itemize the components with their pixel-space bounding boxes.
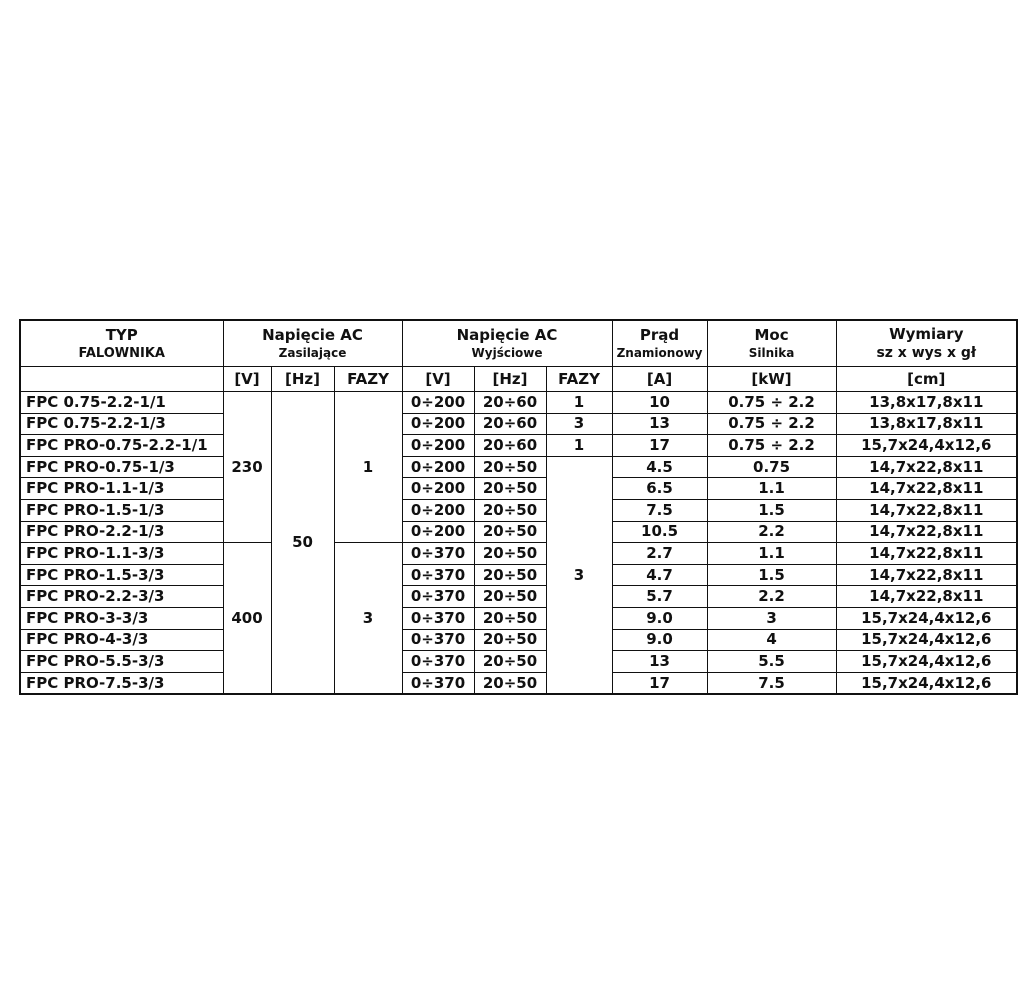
unit-current: [A] xyxy=(612,367,707,392)
cell-dim: 14,7x22,8x11 xyxy=(836,564,1017,586)
unit-out-fazy: FAZY xyxy=(546,367,612,392)
header-dimensions-title: Wymiary xyxy=(889,325,964,343)
header-dimensions xyxy=(836,320,1017,367)
cell-current: 13 xyxy=(612,651,707,673)
header-input-voltage-subtitle: Zasilające xyxy=(278,346,347,360)
table-row xyxy=(20,413,1017,435)
cell-current: 9.0 xyxy=(612,607,707,629)
cell-current: 6.5 xyxy=(612,478,707,500)
cell-current: 7.5 xyxy=(612,499,707,521)
cell-out-v: 0÷370 xyxy=(402,607,474,629)
cell-typ: FPC PRO-7.5-3/3 xyxy=(20,672,223,694)
table-row xyxy=(20,392,1017,414)
cell-out-hz: 20÷50 xyxy=(474,478,546,500)
cell-power: 0.75 xyxy=(707,456,836,478)
header-current xyxy=(612,320,707,367)
unit-out-hz: [Hz] xyxy=(474,367,546,392)
cell-out-hz: 20÷50 xyxy=(474,521,546,543)
cell-current: 4.7 xyxy=(612,564,707,586)
table-row xyxy=(20,499,1017,521)
cell-out-fazy-3-group: 3 xyxy=(546,456,612,694)
cell-out-hz: 20÷60 xyxy=(474,392,546,414)
cell-out-v: 0÷200 xyxy=(402,521,474,543)
cell-dim: 14,7x22,8x11 xyxy=(836,478,1017,500)
cell-dim: 15,7x24,4x12,6 xyxy=(836,629,1017,651)
header-current-subtitle: Znamionowy xyxy=(616,346,703,360)
cell-dim: 13,8x17,8x11 xyxy=(836,392,1017,414)
cell-out-hz: 20÷50 xyxy=(474,456,546,478)
cell-power: 0.75 ÷ 2.2 xyxy=(707,392,836,414)
cell-typ: FPC PRO-4-3/3 xyxy=(20,629,223,651)
cell-out-hz: 20÷60 xyxy=(474,435,546,457)
table-row xyxy=(20,521,1017,543)
table-row xyxy=(20,456,1017,478)
cell-out-fazy: 1 xyxy=(546,392,612,414)
cell-in-fazy-3: 3 xyxy=(334,543,402,695)
table-row xyxy=(20,651,1017,673)
cell-out-v: 0÷200 xyxy=(402,478,474,500)
unit-out-v: [V] xyxy=(402,367,474,392)
cell-typ: FPC PRO-2.2-3/3 xyxy=(20,586,223,608)
cell-typ: FPC PRO-1.5-3/3 xyxy=(20,564,223,586)
cell-out-v: 0÷200 xyxy=(402,413,474,435)
cell-out-hz: 20÷50 xyxy=(474,607,546,629)
table-row xyxy=(20,607,1017,629)
cell-out-v: 0÷370 xyxy=(402,564,474,586)
cell-dim: 14,7x22,8x11 xyxy=(836,543,1017,565)
cell-power: 7.5 xyxy=(707,672,836,694)
cell-out-fazy: 3 xyxy=(546,413,612,435)
cell-current: 10.5 xyxy=(612,521,707,543)
cell-dim: 14,7x22,8x11 xyxy=(836,586,1017,608)
cell-typ: FPC PRO-1.1-1/3 xyxy=(20,478,223,500)
cell-in-v-400: 400 xyxy=(223,543,271,695)
cell-current: 2.7 xyxy=(612,543,707,565)
cell-dim: 15,7x24,4x12,6 xyxy=(836,607,1017,629)
cell-out-hz: 20÷50 xyxy=(474,629,546,651)
inverter-spec-table xyxy=(19,319,1018,695)
unit-in-v: [V] xyxy=(223,367,271,392)
cell-out-v: 0÷370 xyxy=(402,672,474,694)
cell-out-v: 0÷200 xyxy=(402,499,474,521)
cell-out-hz: 20÷50 xyxy=(474,672,546,694)
cell-typ: FPC 0.75-2.2-1/1 xyxy=(20,392,223,414)
cell-typ: FPC PRO-1.1-3/3 xyxy=(20,543,223,565)
unit-in-fazy: FAZY xyxy=(334,367,402,392)
table-row xyxy=(20,478,1017,500)
cell-power: 2.2 xyxy=(707,521,836,543)
cell-typ: FPC PRO-0.75-1/3 xyxy=(20,456,223,478)
cell-power: 3 xyxy=(707,607,836,629)
table-row xyxy=(20,564,1017,586)
header-row-titles xyxy=(20,320,1017,367)
table-row xyxy=(20,586,1017,608)
cell-out-v: 0÷200 xyxy=(402,435,474,457)
cell-power: 1.1 xyxy=(707,543,836,565)
header-typ-title: TYP xyxy=(105,325,138,344)
cell-current: 17 xyxy=(612,435,707,457)
cell-typ: FPC 0.75-2.2-1/3 xyxy=(20,413,223,435)
cell-dim: 15,7x24,4x12,6 xyxy=(836,435,1017,457)
header-input-voltage-title: Napięcie AC xyxy=(262,326,363,344)
cell-in-hz-50: 50 xyxy=(271,392,334,695)
cell-out-hz: 20÷50 xyxy=(474,543,546,565)
cell-power: 1.1 xyxy=(707,478,836,500)
cell-in-v-230: 230 xyxy=(223,392,271,543)
cell-out-v: 0÷200 xyxy=(402,456,474,478)
cell-power: 0.75 ÷ 2.2 xyxy=(707,435,836,457)
table-row xyxy=(20,629,1017,651)
cell-typ: FPC PRO-2.2-1/3 xyxy=(20,521,223,543)
cell-current: 4.5 xyxy=(612,456,707,478)
cell-dim: 14,7x22,8x11 xyxy=(836,521,1017,543)
cell-dim: 14,7x22,8x11 xyxy=(836,499,1017,521)
cell-out-hz: 20÷50 xyxy=(474,564,546,586)
cell-out-v: 0÷370 xyxy=(402,586,474,608)
cell-out-hz: 20÷50 xyxy=(474,499,546,521)
cell-current: 5.7 xyxy=(612,586,707,608)
header-current-title: Prąd xyxy=(639,326,680,344)
cell-out-fazy: 1 xyxy=(546,435,612,457)
cell-dim: 15,7x24,4x12,6 xyxy=(836,672,1017,694)
cell-out-hz: 20÷60 xyxy=(474,413,546,435)
unit-in-hz: [Hz] xyxy=(271,367,334,392)
cell-dim: 15,7x24,4x12,6 xyxy=(836,651,1017,673)
cell-current: 17 xyxy=(612,672,707,694)
cell-power: 5.5 xyxy=(707,651,836,673)
table-row xyxy=(20,435,1017,457)
header-typ xyxy=(20,320,223,367)
header-dimensions-subtitle: sz x wys x gł xyxy=(876,345,977,361)
cell-out-v: 0÷370 xyxy=(402,543,474,565)
cell-current: 10 xyxy=(612,392,707,414)
header-power xyxy=(707,320,836,367)
cell-current: 13 xyxy=(612,413,707,435)
header-row-units xyxy=(20,367,1017,392)
cell-typ: FPC PRO-0.75-2.2-1/1 xyxy=(20,435,223,457)
cell-in-fazy-1: 1 xyxy=(334,392,402,543)
cell-dim: 14,7x22,8x11 xyxy=(836,456,1017,478)
cell-out-hz: 20÷50 xyxy=(474,651,546,673)
unit-dimensions: [cm] xyxy=(836,367,1017,392)
cell-out-v: 0÷370 xyxy=(402,651,474,673)
header-typ-subtitle: FALOWNIKA xyxy=(78,345,165,361)
cell-power: 1.5 xyxy=(707,564,836,586)
cell-out-v: 0÷370 xyxy=(402,629,474,651)
cell-typ: FPC PRO-3-3/3 xyxy=(20,607,223,629)
header-output-voltage xyxy=(402,320,612,367)
cell-power: 2.2 xyxy=(707,586,836,608)
cell-dim: 13,8x17,8x11 xyxy=(836,413,1017,435)
header-output-voltage-subtitle: Wyjściowe xyxy=(471,346,543,360)
cell-current: 9.0 xyxy=(612,629,707,651)
header-power-title: Moc xyxy=(754,326,789,344)
cell-typ: FPC PRO-1.5-1/3 xyxy=(20,499,223,521)
units-typ-empty xyxy=(20,367,223,392)
table-row xyxy=(20,543,1017,565)
table-row xyxy=(20,672,1017,694)
header-input-voltage xyxy=(223,320,402,367)
cell-power: 4 xyxy=(707,629,836,651)
cell-typ: FPC PRO-5.5-3/3 xyxy=(20,651,223,673)
cell-power: 0.75 ÷ 2.2 xyxy=(707,413,836,435)
cell-out-v: 0÷200 xyxy=(402,392,474,414)
header-power-subtitle: Silnika xyxy=(748,346,795,360)
cell-power: 1.5 xyxy=(707,499,836,521)
cell-out-hz: 20÷50 xyxy=(474,586,546,608)
header-output-voltage-title: Napięcie AC xyxy=(456,326,558,344)
unit-power: [kW] xyxy=(707,367,836,392)
